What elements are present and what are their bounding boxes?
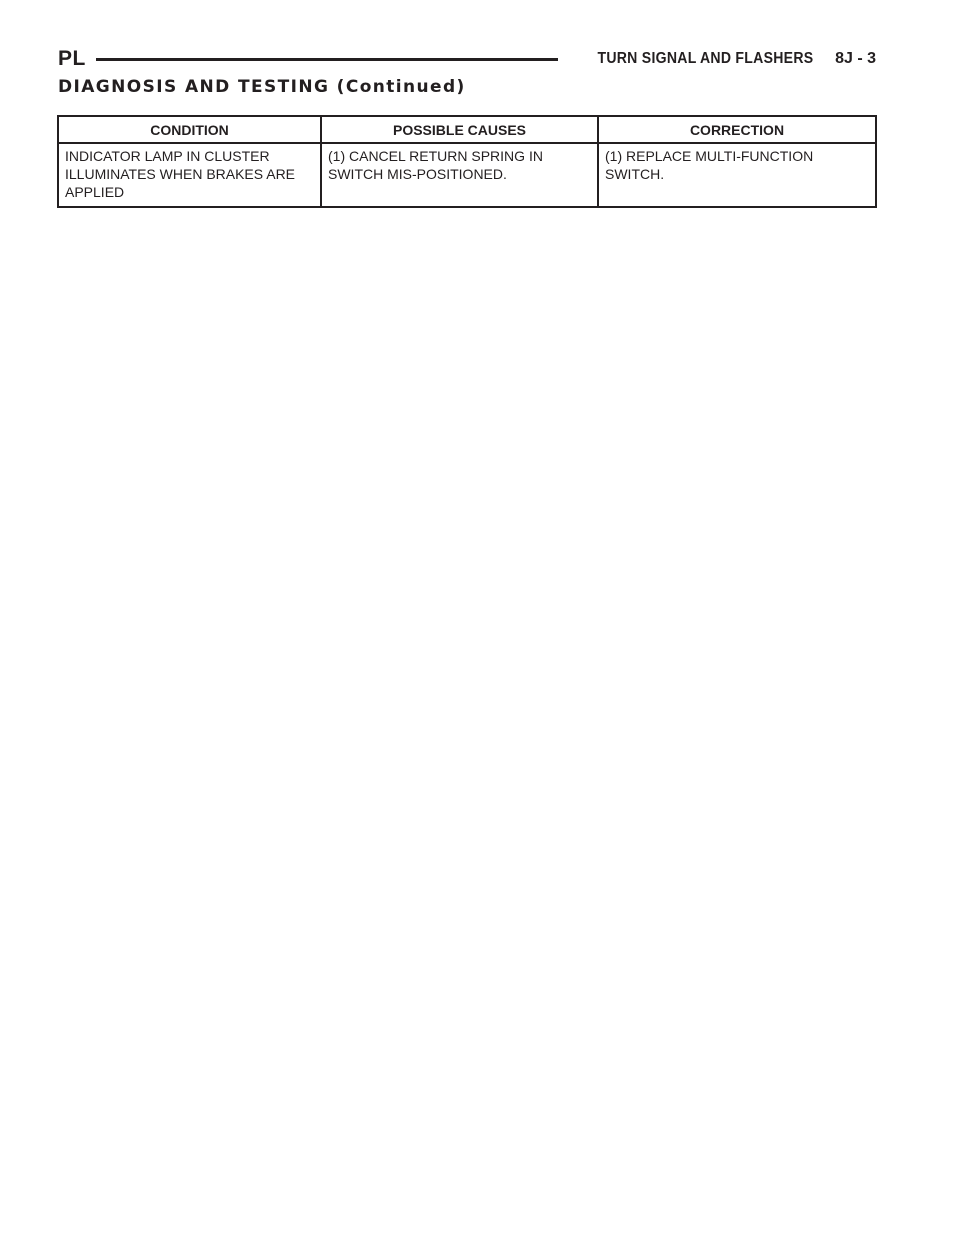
page-number: 8J - 3	[835, 50, 876, 67]
header-section-code: PL	[58, 47, 86, 70]
table-header-row	[58, 116, 876, 143]
section-title: DIAGNOSIS AND TESTING (Continued)	[58, 77, 466, 97]
cell-text-line: APPLIED	[65, 184, 125, 200]
table-row	[58, 143, 876, 207]
column-header-correction: CORRECTION	[598, 116, 876, 143]
cell-text-line: (1) CANCEL RETURN SPRING IN	[328, 148, 543, 164]
page-header	[58, 44, 876, 74]
cell-text-line: (1) REPLACE MULTI-FUNCTION	[605, 148, 814, 164]
cell-text-line: SWITCH.	[605, 166, 665, 182]
diagnosis-table	[57, 115, 877, 208]
column-header-possible-causes: POSSIBLE CAUSES	[321, 116, 598, 143]
cell-condition	[58, 143, 321, 207]
cell-correction	[598, 143, 876, 207]
column-header-condition: CONDITION	[58, 116, 321, 143]
cell-text-line: INDICATOR LAMP IN CLUSTER	[65, 148, 270, 164]
cell-text-line: ILLUMINATES WHEN BRAKES ARE	[65, 166, 296, 182]
cell-text-line: SWITCH MIS-POSITIONED.	[328, 166, 507, 182]
header-rule	[96, 58, 558, 61]
header-chapter-title: TURN SIGNAL AND FLASHERS	[597, 50, 814, 67]
cell-possible-causes	[321, 143, 598, 207]
